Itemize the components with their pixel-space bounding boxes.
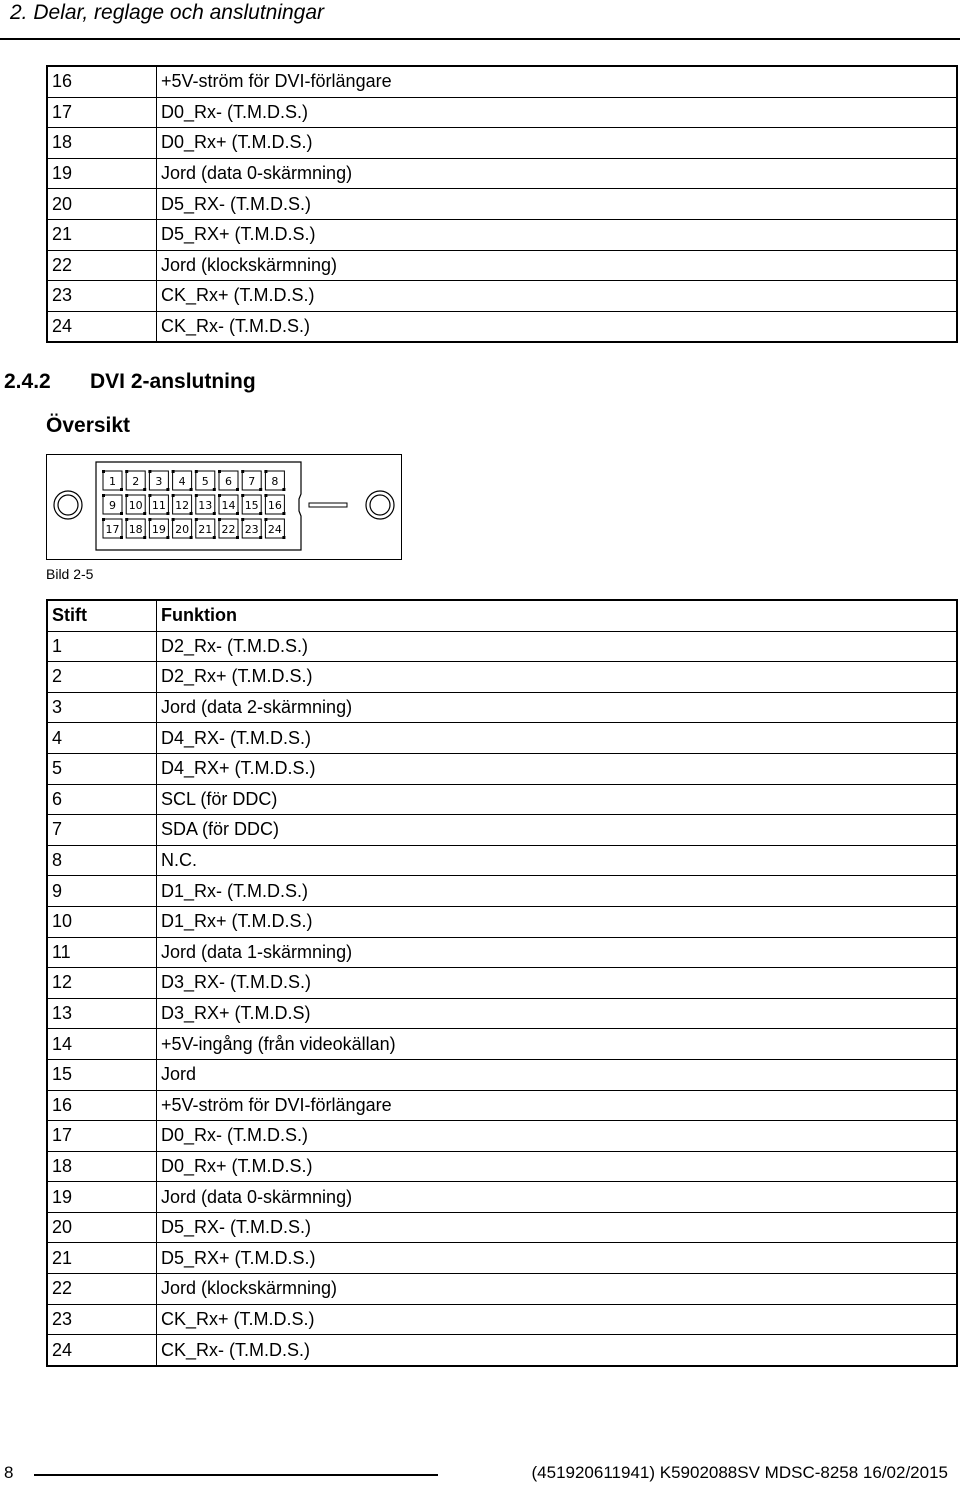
pin-contact-mark bbox=[125, 518, 128, 521]
pin-number-cell: 18 bbox=[47, 128, 157, 159]
pin-number-cell: 24 bbox=[47, 311, 157, 342]
table-row bbox=[47, 631, 957, 662]
page-number: 8 bbox=[4, 1463, 14, 1482]
table-row bbox=[47, 158, 957, 189]
pin-number-cell: 19 bbox=[47, 1182, 157, 1213]
pin-contact-mark bbox=[172, 518, 175, 521]
header-rule bbox=[0, 38, 960, 40]
table-row bbox=[47, 1121, 957, 1152]
table-row bbox=[47, 219, 957, 250]
dvi-pin-label: 5 bbox=[201, 475, 209, 488]
pin-function-cell: D3_RX+ (T.M.D.S) bbox=[157, 998, 958, 1029]
pin-number-cell: 2 bbox=[47, 662, 157, 693]
pin-number-cell: 6 bbox=[47, 784, 157, 815]
dvi-pin-label: 9 bbox=[109, 499, 116, 512]
pin-number-cell: 24 bbox=[47, 1335, 157, 1366]
pin-column-header: Stift bbox=[47, 600, 157, 631]
pin-function-cell: D0_Rx- (T.M.D.S.) bbox=[157, 97, 958, 128]
pin-function-cell: SCL (för DDC) bbox=[157, 784, 958, 815]
pin-contact-mark bbox=[213, 512, 216, 515]
pin-function-cell: +5V-ström för DVI-förlängare bbox=[157, 1090, 958, 1121]
pin-number-cell: 7 bbox=[47, 815, 157, 846]
dvi-pin-label: 8 bbox=[271, 475, 279, 488]
pin-contact-mark bbox=[282, 488, 285, 491]
table-row bbox=[47, 128, 957, 159]
pin-contact-mark bbox=[264, 518, 267, 521]
pin-contact-mark bbox=[236, 536, 239, 539]
pin-number-cell: 18 bbox=[47, 1151, 157, 1182]
left-screw-inner bbox=[58, 495, 78, 515]
pin-number-cell: 9 bbox=[47, 876, 157, 907]
pin-contact-mark bbox=[195, 470, 198, 473]
pin-number-cell: 22 bbox=[47, 1274, 157, 1305]
table-row bbox=[47, 906, 957, 937]
pin-contact-mark bbox=[148, 518, 151, 521]
pin-number-cell: 23 bbox=[47, 1304, 157, 1335]
pin-contact-mark bbox=[102, 518, 105, 521]
pin-number-cell: 17 bbox=[47, 1121, 157, 1152]
pin-contact-mark bbox=[264, 494, 267, 497]
pin-number-cell: 23 bbox=[47, 281, 157, 312]
function-column-header: Funktion bbox=[157, 600, 958, 631]
table-row bbox=[47, 876, 957, 907]
pin-function-cell: D2_Rx+ (T.M.D.S.) bbox=[157, 662, 958, 693]
pin-function-table bbox=[46, 599, 958, 1367]
dvi-pin-label: 21 bbox=[198, 523, 213, 536]
dvi-pin-label: 7 bbox=[248, 475, 256, 488]
table-row bbox=[47, 998, 957, 1029]
table-row bbox=[47, 66, 957, 97]
pin-contact-mark bbox=[190, 536, 193, 539]
pin-contact-mark bbox=[264, 470, 267, 473]
pin-function-cell: D4_RX+ (T.M.D.S.) bbox=[157, 753, 958, 784]
pin-contact-mark bbox=[102, 494, 105, 497]
pin-function-cell: D5_RX- (T.M.D.S.) bbox=[157, 1212, 958, 1243]
pin-number-cell: 21 bbox=[47, 1243, 157, 1274]
dvi-pin-label: 16 bbox=[267, 499, 282, 512]
pin-number-cell: 22 bbox=[47, 250, 157, 281]
pin-contact-mark bbox=[120, 512, 123, 515]
pin-contact-mark bbox=[195, 518, 198, 521]
pin-number-cell: 17 bbox=[47, 97, 157, 128]
table-row bbox=[47, 1212, 957, 1243]
pin-function-cell: D5_RX- (T.M.D.S.) bbox=[157, 189, 958, 220]
continued-pin-table bbox=[46, 65, 958, 343]
pin-contact-mark bbox=[143, 512, 146, 515]
pin-number-cell: 20 bbox=[47, 189, 157, 220]
right-screw-inner bbox=[370, 495, 390, 515]
pin-number-cell: 21 bbox=[47, 219, 157, 250]
pin-number-cell: 1 bbox=[47, 631, 157, 662]
table-row bbox=[47, 1274, 957, 1305]
pin-function-cell: +5V-ström för DVI-förlängare bbox=[157, 66, 958, 97]
section-number: 2.4.2 bbox=[4, 370, 51, 393]
table-row bbox=[47, 815, 957, 846]
table-row bbox=[47, 937, 957, 968]
dvi-pin-label: 13 bbox=[198, 499, 213, 512]
pin-number-cell: 11 bbox=[47, 937, 157, 968]
pin-number-cell: 8 bbox=[47, 845, 157, 876]
table-row bbox=[47, 753, 957, 784]
pin-number-cell: 16 bbox=[47, 1090, 157, 1121]
pin-contact-mark bbox=[218, 518, 221, 521]
pin-number-cell: 15 bbox=[47, 1059, 157, 1090]
dvi-pin-label: 24 bbox=[267, 523, 282, 536]
table-row bbox=[47, 784, 957, 815]
pin-function-cell: CK_Rx- (T.M.D.S.) bbox=[157, 311, 958, 342]
pin-contact-mark bbox=[143, 488, 146, 491]
table-row bbox=[47, 250, 957, 281]
pin-contact-mark bbox=[190, 488, 193, 491]
dvi-pin-label: 11 bbox=[151, 499, 166, 512]
table-row bbox=[47, 845, 957, 876]
table-row bbox=[47, 662, 957, 693]
pin-function-cell: Jord (data 0-skärmning) bbox=[157, 1182, 958, 1213]
table-row bbox=[47, 311, 957, 342]
pin-function-cell: Jord (data 1-skärmning) bbox=[157, 937, 958, 968]
pin-contact-mark bbox=[241, 518, 244, 521]
pin-contact-mark bbox=[241, 494, 244, 497]
dvi-pin-label: 15 bbox=[244, 499, 259, 512]
pin-contact-mark bbox=[190, 512, 193, 515]
pin-contact-mark bbox=[218, 494, 221, 497]
dvi-connector-diagram bbox=[46, 454, 402, 560]
table-row bbox=[47, 1059, 957, 1090]
figure-caption: Bild 2-5 bbox=[46, 566, 94, 582]
dvi-pin-label: 4 bbox=[178, 475, 186, 488]
dvi-pin-label: 17 bbox=[105, 523, 120, 536]
pin-contact-mark bbox=[259, 488, 262, 491]
table-row bbox=[47, 281, 957, 312]
table-row bbox=[47, 1090, 957, 1121]
pin-contact-mark bbox=[236, 488, 239, 491]
document-reference: (451920611941) K5902088SV MDSC-8258 16/02/2015 bbox=[531, 1463, 948, 1482]
pin-function-cell: SDA (för DDC) bbox=[157, 815, 958, 846]
pin-number-cell: 5 bbox=[47, 753, 157, 784]
section-title bbox=[4, 370, 256, 394]
dvi-connector-figure bbox=[46, 454, 402, 560]
pin-function-cell: D5_RX+ (T.M.D.S.) bbox=[157, 1243, 958, 1274]
dvi-pin-label: 2 bbox=[132, 475, 140, 488]
dvi-pin-label: 23 bbox=[244, 523, 259, 536]
table-row bbox=[47, 692, 957, 723]
pin-contact-mark bbox=[120, 536, 123, 539]
table-row bbox=[47, 1182, 957, 1213]
pin-contact-mark bbox=[213, 536, 216, 539]
table-row bbox=[47, 97, 957, 128]
pin-function-cell: Jord bbox=[157, 1059, 958, 1090]
pin-function-cell: D4_RX- (T.M.D.S.) bbox=[157, 723, 958, 754]
pin-function-cell: Jord (data 0-skärmning) bbox=[157, 158, 958, 189]
section-title-text: DVI 2-anslutning bbox=[90, 370, 256, 393]
pin-contact-mark bbox=[241, 470, 244, 473]
pin-contact-mark bbox=[125, 470, 128, 473]
pin-function-cell: D0_Rx+ (T.M.D.S.) bbox=[157, 128, 958, 159]
pin-function-cell: D0_Rx- (T.M.D.S.) bbox=[157, 1121, 958, 1152]
pin-contact-mark bbox=[218, 470, 221, 473]
pin-contact-mark bbox=[172, 494, 175, 497]
chapter-header: 2. Delar, reglage och anslutningar bbox=[10, 1, 325, 24]
table-row bbox=[47, 1243, 957, 1274]
table-row bbox=[47, 1335, 957, 1366]
table-header-row bbox=[47, 600, 957, 631]
pin-contact-mark bbox=[282, 536, 285, 539]
pin-contact-mark bbox=[148, 494, 151, 497]
pin-contact-mark bbox=[120, 488, 123, 491]
pin-contact-mark bbox=[166, 512, 169, 515]
pin-function-cell: CK_Rx+ (T.M.D.S.) bbox=[157, 281, 958, 312]
pin-contact-mark bbox=[259, 512, 262, 515]
pin-function-cell: D0_Rx+ (T.M.D.S.) bbox=[157, 1151, 958, 1182]
table-row bbox=[47, 189, 957, 220]
table-row bbox=[47, 1304, 957, 1335]
dvi-pin-label: 22 bbox=[221, 523, 236, 536]
pin-function-cell: D2_Rx- (T.M.D.S.) bbox=[157, 631, 958, 662]
pin-function-cell: +5V-ingång (från videokällan) bbox=[157, 1029, 958, 1060]
pin-contact-mark bbox=[195, 494, 198, 497]
pin-function-cell: Jord (klockskärmning) bbox=[157, 1274, 958, 1305]
pin-contact-mark bbox=[172, 470, 175, 473]
ground-blade bbox=[309, 503, 347, 507]
pin-function-cell: D3_RX- (T.M.D.S.) bbox=[157, 968, 958, 999]
table-row bbox=[47, 968, 957, 999]
pin-contact-mark bbox=[102, 470, 105, 473]
pin-contact-mark bbox=[213, 488, 216, 491]
pin-number-cell: 20 bbox=[47, 1212, 157, 1243]
dvi-pin-label: 6 bbox=[225, 475, 232, 488]
pin-number-cell: 3 bbox=[47, 692, 157, 723]
pin-number-cell: 4 bbox=[47, 723, 157, 754]
pin-contact-mark bbox=[148, 470, 151, 473]
pin-function-cell: CK_Rx- (T.M.D.S.) bbox=[157, 1335, 958, 1366]
pin-function-cell: Jord (klockskärmning) bbox=[157, 250, 958, 281]
table-row bbox=[47, 1151, 957, 1182]
table-row bbox=[47, 723, 957, 754]
pin-contact-mark bbox=[125, 494, 128, 497]
pin-function-cell: CK_Rx+ (T.M.D.S.) bbox=[157, 1304, 958, 1335]
footer-rule bbox=[34, 1474, 438, 1476]
pin-function-cell: Jord (data 2-skärmning) bbox=[157, 692, 958, 723]
pin-contact-mark bbox=[143, 536, 146, 539]
pin-contact-mark bbox=[282, 512, 285, 515]
dvi-pin-label: 3 bbox=[155, 475, 163, 488]
dvi-pin-label: 1 bbox=[109, 475, 116, 488]
pin-function-cell: D1_Rx- (T.M.D.S.) bbox=[157, 876, 958, 907]
pin-number-cell: 13 bbox=[47, 998, 157, 1029]
pin-function-cell: N.C. bbox=[157, 845, 958, 876]
dvi-pin-label: 19 bbox=[151, 523, 166, 536]
pin-function-cell: D1_Rx+ (T.M.D.S.) bbox=[157, 906, 958, 937]
pin-number-cell: 19 bbox=[47, 158, 157, 189]
pin-contact-mark bbox=[166, 488, 169, 491]
pin-number-cell: 12 bbox=[47, 968, 157, 999]
pin-contact-mark bbox=[259, 536, 262, 539]
pin-function-cell: D5_RX+ (T.M.D.S.) bbox=[157, 219, 958, 250]
dvi-pin-label: 20 bbox=[175, 523, 190, 536]
dvi-pin-label: 14 bbox=[221, 499, 236, 512]
dvi-pin-label: 12 bbox=[175, 499, 190, 512]
overview-subheading: Översikt bbox=[46, 414, 131, 437]
pin-contact-mark bbox=[166, 536, 169, 539]
pin-number-cell: 14 bbox=[47, 1029, 157, 1060]
pin-contact-mark bbox=[236, 512, 239, 515]
table-row bbox=[47, 1029, 957, 1060]
pin-number-cell: 16 bbox=[47, 66, 157, 97]
dvi-pin-label: 10 bbox=[128, 499, 143, 512]
pin-number-cell: 10 bbox=[47, 906, 157, 937]
dvi-pin-label: 18 bbox=[128, 523, 143, 536]
